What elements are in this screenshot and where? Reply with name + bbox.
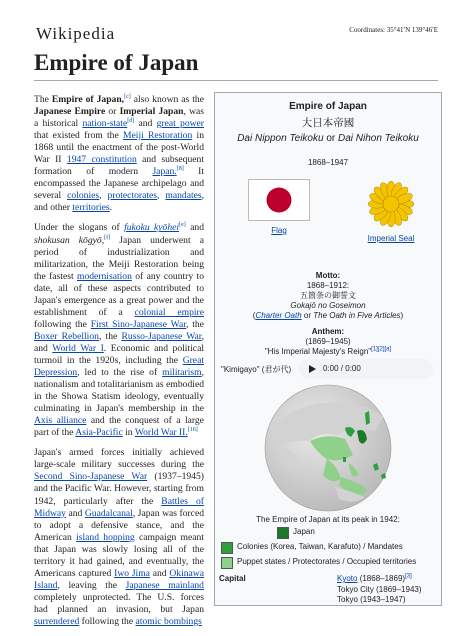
article-link[interactable]: nation-state xyxy=(82,118,128,130)
flag-caption-link[interactable]: Flag xyxy=(271,226,287,235)
article-link[interactable]: Meiji Restoration xyxy=(122,130,193,142)
capital-label: Capital xyxy=(219,574,246,583)
article-text: and xyxy=(185,222,204,234)
article-paragraph-3 xyxy=(34,447,204,628)
audio-player[interactable] xyxy=(299,359,433,379)
article-text: following the xyxy=(79,615,136,627)
article-link[interactable]: Okinawa Island xyxy=(34,567,204,591)
article-text: in 1868 until the enactment of the post-World War II xyxy=(34,130,204,166)
citation-ref[interactable]: [e] xyxy=(179,222,186,229)
article-text: in xyxy=(122,427,135,439)
article-text: that existed from the xyxy=(34,130,123,142)
capital-link[interactable]: Kyoto xyxy=(337,574,358,583)
citation-ref[interactable]: [c] xyxy=(124,93,131,100)
article-text: also known as the xyxy=(130,94,204,105)
article-text: Empire of Japan xyxy=(51,94,122,105)
article-paragraph-2 xyxy=(34,222,204,439)
capital-years: (1868–1869) xyxy=(357,574,406,583)
article-link[interactable]: . xyxy=(174,166,177,178)
article-link[interactable]: First Sino-Japanese War xyxy=(90,318,187,330)
article-text: shokusan kōgyō xyxy=(34,234,102,246)
article-text: following the xyxy=(34,318,91,330)
infobox-romanization xyxy=(217,133,439,144)
motto-close: ) xyxy=(400,311,404,320)
capital-list xyxy=(337,574,422,606)
capital-item xyxy=(337,574,422,585)
motto-translation-2: The Oath in Five Articles xyxy=(313,311,401,320)
article-link[interactable]: colonies xyxy=(67,190,100,202)
article-link[interactable]: Boxer Rebellion xyxy=(34,330,99,342)
article-text: completely unprotected. The U.S. forces had planned an invasion, but Japan xyxy=(34,591,204,615)
article-link[interactable]: atomic bombings xyxy=(135,615,202,627)
article-link[interactable]: territories xyxy=(72,202,110,214)
capital-item xyxy=(337,595,422,606)
capital-years: (1943–1947) xyxy=(357,595,406,604)
article-text: or xyxy=(105,106,120,118)
article-text: The xyxy=(34,94,52,105)
infobox xyxy=(214,92,442,606)
article-link[interactable]: Second Sino-Japanese War xyxy=(34,471,148,483)
article-link[interactable]: mandates xyxy=(165,190,202,202)
article-link[interactable]: Russo-Japanese War xyxy=(121,330,202,342)
capital-row xyxy=(215,574,441,606)
legend-colonies xyxy=(215,541,441,554)
article-text: It encompassed the Japanese archipelago and several xyxy=(34,166,205,202)
article-text: , leaving the xyxy=(57,579,126,591)
article-text: , nationalism and totalitarianism as embodied in the Showa Statism ideology, eventually culminating in Japan's membership in the xyxy=(34,367,204,415)
article-link[interactable]: Japan xyxy=(152,166,175,178)
article-text: , and other xyxy=(34,190,205,214)
article-link[interactable]: Iwo Jima xyxy=(114,567,150,579)
article-text: , the xyxy=(98,330,122,342)
imperial-seal-image[interactable] xyxy=(366,179,416,229)
article-link[interactable]: Guadalcanal xyxy=(84,507,133,519)
article-link[interactable]: World War I xyxy=(52,342,104,354)
anthem-block xyxy=(215,327,441,357)
article-link[interactable]: protectorates xyxy=(107,190,158,202)
wikipedia-logo[interactable]: Wikipedia xyxy=(36,24,116,43)
article-text: and xyxy=(65,507,85,519)
motto-romaji: Gokajō no Goseimon xyxy=(290,301,366,310)
article-text: , and xyxy=(34,330,204,354)
article-text: and xyxy=(149,567,170,579)
article-text: campaign meant that Japan was slowly losing all of the territory it had gained, and eventually, the Americans captured xyxy=(34,531,204,579)
article-text: , xyxy=(101,234,105,246)
citation-ref[interactable]: [f] xyxy=(104,234,111,241)
motto-native: 五箇条の御誓文 xyxy=(300,291,356,300)
article-link[interactable]: island hopping xyxy=(76,531,135,543)
article-link[interactable]: World War II xyxy=(134,427,186,439)
kimigayo-label: "Kimigayo" (君が代) xyxy=(221,365,292,374)
legend-label: Japan xyxy=(293,527,315,536)
anthem-refs[interactable]: [1][2][a] xyxy=(371,346,392,353)
article-paragraph-1 xyxy=(34,94,204,214)
article-text: , xyxy=(99,190,108,202)
article-link[interactable]: 1947 constitution xyxy=(66,154,137,166)
article-body xyxy=(34,94,204,636)
seal-block xyxy=(355,179,427,243)
article-text: Japanese Empire xyxy=(34,106,106,118)
article-text: and subsequent formation of modern xyxy=(34,154,204,178)
infobox-header xyxy=(215,93,441,169)
motto-label: Motto: xyxy=(315,271,341,280)
article-text: Japan's armed forces initially achieved large-scale military successes during the xyxy=(34,447,204,471)
charter-oath-link[interactable]: Charter Oath xyxy=(255,311,302,320)
infobox-symbols xyxy=(215,175,441,267)
article-text: and xyxy=(134,118,157,130)
article-link[interactable]: surrendered xyxy=(34,615,80,627)
anthem-title: "His Imperial Majesty's Reign" xyxy=(264,347,372,356)
page-title: Empire of Japan xyxy=(34,50,199,75)
citation-ref[interactable]: [8] xyxy=(176,166,184,173)
citation-ref[interactable]: [d] xyxy=(127,117,135,124)
anthem-name xyxy=(215,347,441,357)
seal-caption-link[interactable]: Imperial Seal xyxy=(367,234,415,243)
anthem-years: (1869–1945) xyxy=(305,337,351,346)
article-text: (1937–1945) and the Pacific War. However, starting from 1942, particularly after the xyxy=(34,471,204,507)
citation-ref[interactable]: [16] xyxy=(187,427,198,434)
infobox-title: Empire of Japan xyxy=(289,101,367,112)
article-link[interactable]: Axis alliance xyxy=(34,415,87,427)
article-link[interactable]: Asia-Pacific xyxy=(75,427,123,439)
anthem-audio-row xyxy=(215,359,441,381)
article-text: and the conquest of a large part of the xyxy=(34,415,204,439)
article-text: , was a historical xyxy=(34,106,204,130)
article-link[interactable]: . xyxy=(185,427,188,439)
legend-swatch xyxy=(221,557,233,569)
article-text: . xyxy=(109,202,113,214)
article-text: , the xyxy=(186,318,204,330)
anthem-label: Anthem: xyxy=(311,327,345,336)
empire-extent-map[interactable] xyxy=(215,383,441,513)
article-text: , xyxy=(121,94,125,105)
article-text: . Economic and political turmoil in the 1920s, including the xyxy=(34,342,204,366)
capital-name: Tokyo xyxy=(337,595,358,604)
article-text: Under the slogans of xyxy=(34,222,125,234)
audio-time: 0:00 / 0:00 xyxy=(323,364,361,373)
motto-block xyxy=(215,271,441,321)
coordinates: Coordinates: 35°41′N 139°46′E xyxy=(349,26,438,34)
article-text: , led to the rise of xyxy=(77,367,163,379)
infobox-period: 1868–1947 xyxy=(307,158,349,167)
capital-ref[interactable]: [3] xyxy=(405,573,412,580)
flag-block xyxy=(247,179,311,235)
romaji-2: Dai Nihon Teikoku xyxy=(338,133,419,144)
motto-open: ( xyxy=(252,311,256,320)
article-link[interactable]: modernisation xyxy=(76,270,132,282)
article-text: Imperial Japan xyxy=(119,106,184,118)
legend-swatch xyxy=(221,542,233,554)
infobox-native-name: 大日本帝國 xyxy=(301,117,355,129)
play-icon[interactable] xyxy=(309,365,316,373)
legend-label: Colonies (Korea, Taiwan, Karafuto) / Mandates xyxy=(237,542,403,551)
article-link[interactable]: great power xyxy=(156,118,204,130)
motto-years: 1868–1912: xyxy=(306,281,350,290)
article-text: , xyxy=(157,190,166,202)
capital-name: Tokyo City xyxy=(337,584,374,594)
motto-translation xyxy=(215,311,441,321)
legend-japan xyxy=(215,526,441,539)
article-text: , Japan was forced to adopt a defensive stance, and the American xyxy=(34,507,204,543)
romaji-1: Dai Nippon Teikoku xyxy=(237,133,324,144)
map-caption: The Empire of Japan at its peak in 1942: xyxy=(256,515,400,524)
title-divider xyxy=(34,80,438,81)
flag-image[interactable] xyxy=(248,179,310,221)
romaji-or: or xyxy=(323,133,338,144)
map-area xyxy=(215,383,441,513)
capital-years: (1869–1943) xyxy=(373,584,422,594)
capital-item xyxy=(337,585,422,596)
motto-or: or xyxy=(301,311,314,320)
article-text: Japan underwent a period of industrialization and militarization, the Meiji Restoration being the fastest xyxy=(34,234,205,282)
article-text: of any country to date, all of these aspects contributed to Japan's emergence as a great power and the establishment of a xyxy=(34,270,204,318)
article-link[interactable]: Japanese mainland xyxy=(125,579,204,591)
legend-label: Puppet states / Protectorates / Occupied territories xyxy=(237,557,417,566)
article-link[interactable]: fukoku kyōhei xyxy=(124,222,180,234)
legend-puppet-states xyxy=(215,556,441,569)
article-link[interactable]: Great Depression xyxy=(34,354,204,379)
article-link[interactable]: Battles of Midway xyxy=(34,495,204,519)
article-link[interactable]: colonial empire xyxy=(134,306,204,318)
article-link[interactable]: militarism xyxy=(162,367,202,379)
legend-swatch xyxy=(277,527,289,539)
